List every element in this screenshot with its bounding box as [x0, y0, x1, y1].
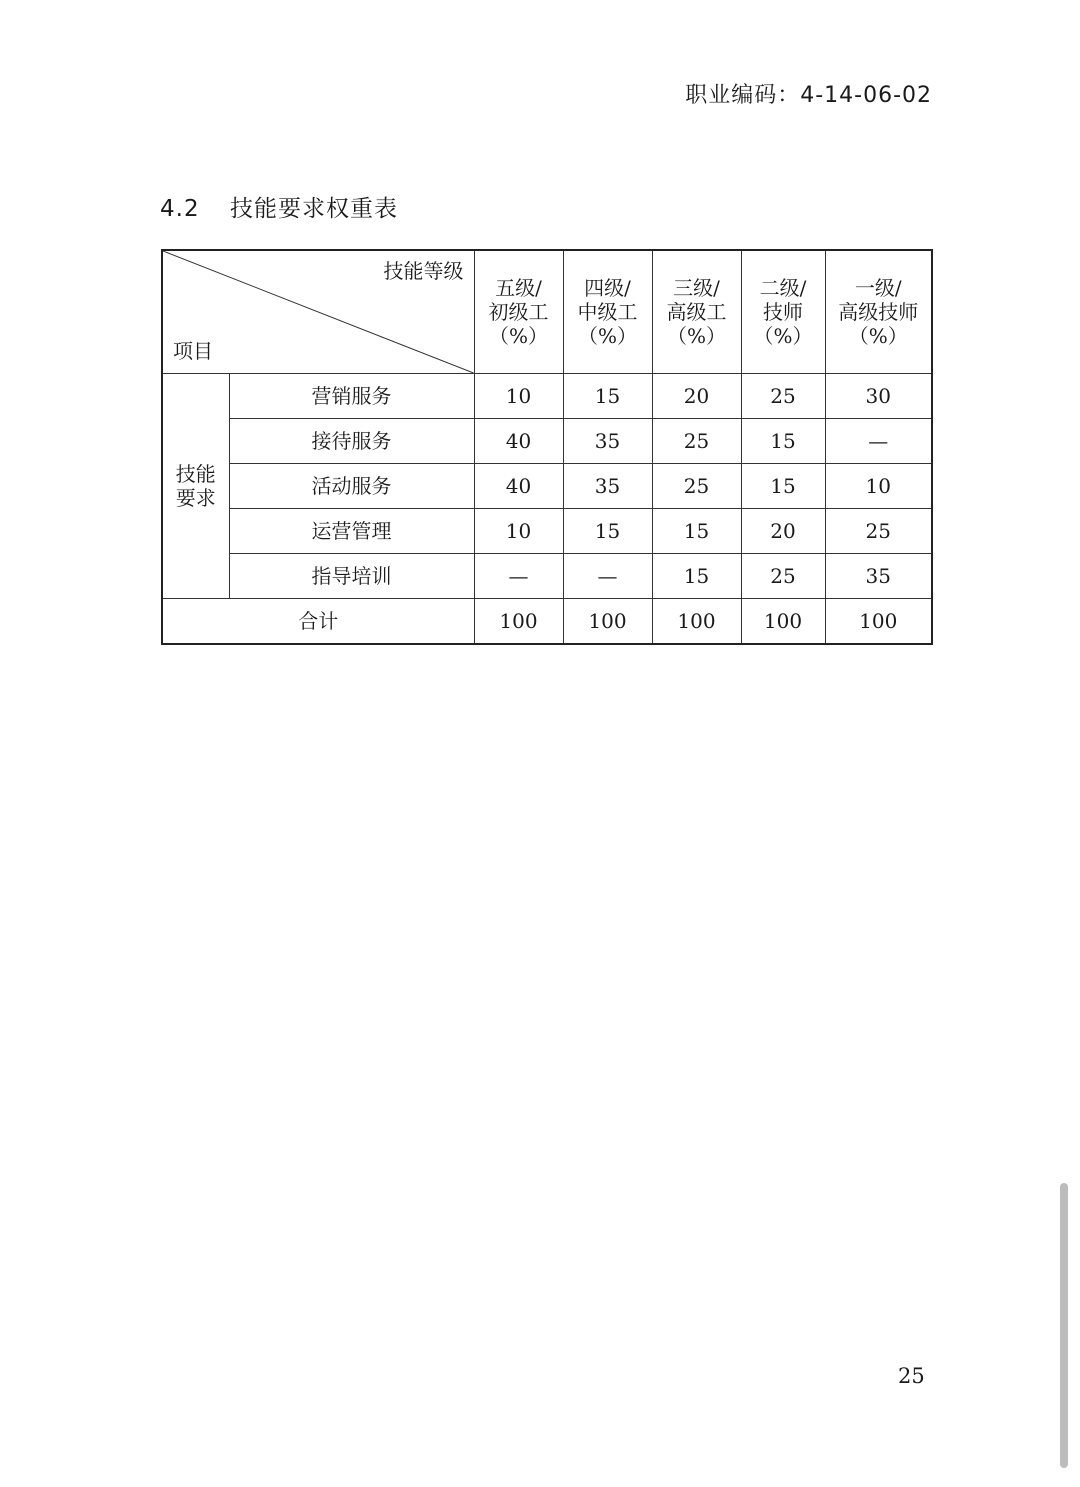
level-header-line: 三级/	[673, 276, 720, 300]
row-item-label: 营销服务	[229, 374, 474, 419]
row-item-label: 接待服务	[229, 419, 474, 464]
table-cell: 25	[652, 464, 741, 509]
table-cell: 40	[474, 464, 563, 509]
table-cell: 25	[741, 554, 825, 599]
table-cell: 15	[741, 419, 825, 464]
level-header-line: 高级技师	[838, 300, 919, 324]
group-label-line: 要求	[175, 486, 216, 510]
level-header-unit: （%）	[488, 324, 548, 348]
table-row	[162, 419, 932, 464]
table-cell: 15	[563, 374, 652, 419]
table-cell: 10	[825, 464, 932, 509]
table-cell: 35	[563, 419, 652, 464]
table-cell: —	[563, 554, 652, 599]
level-header-1	[825, 250, 932, 374]
table-cell: 15	[652, 509, 741, 554]
skill-weights-table	[161, 249, 933, 645]
level-header-line: 技师	[763, 300, 803, 324]
table-cell: 15	[741, 464, 825, 509]
total-cell: 100	[474, 599, 563, 645]
occupation-code: 职业编码：4-14-06-02	[685, 83, 932, 108]
corner-header-cell	[162, 250, 474, 374]
table-cell: 30	[825, 374, 932, 419]
table-row	[162, 464, 932, 509]
group-label-skill-requirements	[162, 374, 229, 599]
table-header-row	[162, 250, 932, 374]
level-header-unit: （%）	[753, 324, 813, 348]
table-cell: 20	[741, 509, 825, 554]
level-header-unit: （%）	[577, 324, 637, 348]
section-number: 4.2	[160, 196, 200, 222]
group-label-line: 技能	[175, 462, 216, 486]
table-cell: 10	[474, 374, 563, 419]
vertical-scrollbar[interactable]	[1060, 1183, 1068, 1468]
level-header-line: 中级工	[577, 300, 638, 324]
table-cell: 35	[825, 554, 932, 599]
corner-label-item: 项目	[173, 339, 213, 363]
level-header-line: 高级工	[666, 300, 727, 324]
table-cell: 40	[474, 419, 563, 464]
table-cell: 15	[652, 554, 741, 599]
row-item-label: 指导培训	[229, 554, 474, 599]
corner-label-skill-level: 技能等级	[383, 259, 464, 283]
total-cell: 100	[825, 599, 932, 645]
row-item-label: 活动服务	[229, 464, 474, 509]
level-header-3	[652, 250, 741, 374]
total-cell: 100	[741, 599, 825, 645]
table-cell: 15	[563, 509, 652, 554]
section-title-text: 技能要求权重表	[230, 196, 398, 222]
total-label: 合计	[162, 599, 474, 645]
table-cell: 35	[563, 464, 652, 509]
table-cell: —	[474, 554, 563, 599]
table-row	[162, 374, 932, 419]
table-total-row	[162, 599, 932, 645]
level-header-4	[563, 250, 652, 374]
level-header-line: 四级/	[584, 276, 631, 300]
page-number: 25	[898, 1364, 925, 1388]
level-header-2	[741, 250, 825, 374]
section-title	[160, 190, 398, 223]
table-cell: —	[825, 419, 932, 464]
table-cell: 25	[652, 419, 741, 464]
level-header-unit: （%）	[848, 324, 908, 348]
table-cell: 10	[474, 509, 563, 554]
level-header-unit: （%）	[666, 324, 726, 348]
total-cell: 100	[563, 599, 652, 645]
table-cell: 25	[825, 509, 932, 554]
row-item-label: 运营管理	[229, 509, 474, 554]
total-cell: 100	[652, 599, 741, 645]
table-cell: 25	[741, 374, 825, 419]
level-header-line: 一级/	[854, 276, 902, 300]
level-header-line: 二级/	[759, 276, 807, 300]
table-row	[162, 554, 932, 599]
table-cell: 20	[652, 374, 741, 419]
level-header-line: 初级工	[488, 300, 549, 324]
table-row	[162, 509, 932, 554]
level-header-5	[474, 250, 563, 374]
level-header-line: 五级/	[495, 276, 542, 300]
